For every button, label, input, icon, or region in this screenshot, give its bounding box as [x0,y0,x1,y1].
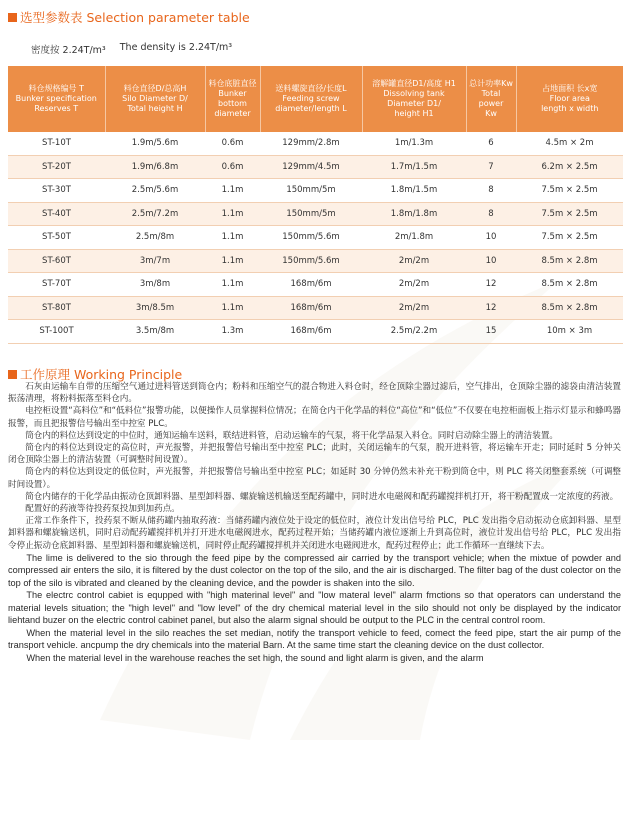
table-row [8,320,623,344]
cell-silo-dh: 3.5m/8m [105,320,205,344]
cell-silo-dh: 2.5m/7.2m [105,202,205,226]
cell-screw: 150mm/5m [260,202,362,226]
cell-bottom-diameter: 0.6m [205,155,260,179]
header-total-power: 总计功率Kw Total power Kw [466,66,516,132]
cell-screw: 150mm/5.6m [260,249,362,273]
header-dissolving-tank: 溶解罐直径D1/高度 H1 Dissolving tank Diameter D1/ height H1 [362,66,466,132]
cell-spec: ST-70T [8,273,105,297]
density-note [31,42,232,56]
cell-silo-dh: 3m/8m [105,273,205,297]
cell-floor-area: 8.5m × 2.8m [516,296,623,320]
paragraph-cn: 筒仓内的料位达到设定的低位时，声光报警，并把报警信号输出至中控室 PLC；如延时 30 分钟仍然未补充干粉到筒仓中，则 PLC 将关闭整套系统（可调整时间设置）。 [8,467,621,490]
cell-spec: ST-80T [8,296,105,320]
paragraph-en: The lime is delivered to the sio through the feed pipe by the compressed air carried by the transport vehicle; when the mixtue of powder and compressed air enters the silo, it is filtered by the dust colector on the top of the silo, and the air is discharged. The filter bag of the dust colector on the top of the silo is vibrated and cleaned by the cleaning device, and the powder is shaken into the silo. [8,552,621,588]
cell-screw: 168m/6m [260,296,362,320]
cell-spec: ST-10T [8,132,105,155]
table-row [8,273,623,297]
cell-spec: ST-30T [8,179,105,203]
cell-bottom-diameter: 1.1m [205,179,260,203]
cell-bottom-diameter: 0.6m [205,132,260,155]
header-feeding-screw: 送料螺旋直径/长度L Feeding screw diameter/length L [260,66,362,132]
cell-power: 10 [466,249,516,273]
cell-spec: ST-20T [8,155,105,179]
paragraph-en: When the material level in the silo reaches the set median, notify the transport vehicle to feed, comect the feed pipe, start the air pump of the transport vehicle. ancpump the dry chemicals into the material Barn. At the same time start the cleaning device on the dust collector. [8,627,621,651]
density-en: The density is 2.24T/m³ [119,42,233,53]
paragraph-cn: 筒仓内的料位达到设定的中位时，通知运输车送料，联结进料管，启动运输车的气泵，将干化学品泵入料仓。同时启动除尘器上的清洁装置。 [25,430,559,441]
cell-floor-area: 7.5m × 2.5m [516,179,623,203]
cell-bottom-diameter: 1.1m [205,249,260,273]
cell-power: 15 [466,320,516,344]
cell-silo-dh: 2.5m/8m [105,226,205,250]
table-row [8,226,623,250]
header-silo-diameter: 料仓直径D/总高H Silo Diameter D/ Total height H [105,66,205,132]
cell-silo-dh: 1.9m/5.6m [105,132,205,155]
cell-bottom-diameter: 1.1m [205,226,260,250]
working-principle-text [8,381,621,664]
cell-tank: 2m/2m [362,273,466,297]
title-square-icon [8,13,17,22]
cell-spec: ST-50T [8,226,105,250]
paragraph-cn: 电控柜设置“高料位”和“低料位”报警功能，以便操作人员掌握料位情况；在简仓内干化学品的料位“高位”和“低位”不仅要在电控柜面板上指示灯显示和蜂鸣器报警，而且把报警信号输出至中控室 PLC。 [8,406,621,429]
cell-bottom-diameter: 1.1m [205,273,260,297]
paragraph-en: When the material level in the warehouse reaches the set high, the sound and light alarm is given, and the alarm [26,652,484,663]
cell-floor-area: 4.5m × 2m [516,132,623,155]
cell-silo-dh: 1.9m/6.8m [105,155,205,179]
cell-power: 12 [466,296,516,320]
cell-power: 6 [466,132,516,155]
header-bottom-diameter: 料仓底脏直径 Bunker bottom diameter [205,66,260,132]
selection-section-title [8,8,250,26]
cell-tank: 2m/2m [362,296,466,320]
cell-spec: ST-60T [8,249,105,273]
table-row [8,179,623,203]
cell-silo-dh: 2.5m/5.6m [105,179,205,203]
cell-bottom-diameter: 1.1m [205,296,260,320]
cell-floor-area: 6.2m × 2.5m [516,155,623,179]
cell-screw: 129mm/4.5m [260,155,362,179]
table-row [8,202,623,226]
cell-bottom-diameter: 1.1m [205,202,260,226]
header-floor-area: 占地面积 长x宽 Floor area length x width [516,66,623,132]
cell-tank: 1.7m/1.5m [362,155,466,179]
cell-tank: 2m/1.8m [362,226,466,250]
table-row [8,155,623,179]
cell-tank: 1m/1.3m [362,132,466,155]
cell-floor-area: 10m × 3m [516,320,623,344]
cell-screw: 168m/6m [260,273,362,297]
table-row [8,132,623,155]
cell-screw: 168m/6m [260,320,362,344]
paragraph-cn: 配置好的药液等待投药泵投加到加药点。 [25,504,180,515]
cell-silo-dh: 3m/8.5m [105,296,205,320]
cell-screw: 129mm/2.8m [260,132,362,155]
cell-tank: 1.8m/1.8m [362,202,466,226]
cell-spec: ST-100T [8,320,105,344]
cell-power: 8 [466,179,516,203]
cell-floor-area: 7.5m × 2.5m [516,202,623,226]
working-title-text: 工作原理 Working Principle [20,367,183,382]
table-row [8,249,623,273]
paragraph-cn: 正常工作条件下，投药泵不断从储药罐内抽取药液：当储药罐内液位处于设定的低位时，液位计发出信号给 PLC，PLC 发出指令启动振动仓底卸料器、星型卸料器和螺旋输送机，同时启动配药罐搅拌机并打开进水电磁阀进水，配药过程开始；当储药罐内液位逐渐上升到高位时，液位计发出信号给 PLC，PLC 发出指令停止振动仓底卸料器、星型卸料器和螺旋输送机，同时停止配药罐搅拌机并关闭进水电磁阀进水，配药过程停止；此工作循环一直继续下去。 [8,516,621,551]
paragraph-cn: 石灰由运输车自带的压缩空气通过进料管送到筒仓内；粉料和压缩空气的混合物进入料仓时，经仓顶除尘器过滤后，空气排出，仓顶除尘器的滤袋由清洁装置振荡清理，将粉料振落至料仓内。 [8,382,621,405]
paragraph-en: The electrc control cabiet is equpped with "high materinal level" and "low materal level" alarm fmctions so that operators can understand the material levels situation; the "high level" and "low level" of the dry chemical material level in the silo should not only be displayed by the indicator liehtand buzer on the electric control cabinet panel, but also the alarm signal should be output to the PLC in the central control room. [8,590,621,626]
cell-floor-area: 7.5m × 2.5m [516,226,623,250]
cell-tank: 2m/2m [362,249,466,273]
cell-floor-area: 8.5m × 2.8m [516,273,623,297]
selection-title-text: 选型参数表 Selection parameter table [20,10,250,25]
cell-floor-area: 8.5m × 2.8m [516,249,623,273]
cell-spec: ST-40T [8,202,105,226]
cell-power: 8 [466,202,516,226]
table-body [8,132,623,343]
cell-screw: 150mm/5m [260,179,362,203]
title-square-icon [8,370,17,379]
cell-power: 12 [466,273,516,297]
cell-silo-dh: 3m/7m [105,249,205,273]
table-row [8,296,623,320]
cell-tank: 2.5m/2.2m [362,320,466,344]
cell-power: 7 [466,155,516,179]
selection-parameter-table [8,66,623,344]
cell-screw: 150mm/5.6m [260,226,362,250]
paragraph-cn: 简仓内储存的干化学品由振动仓顶卸料器、星型卸料器、螺旋输送机输送至配药罐中，同时进水电磁阀和配药罐搅拌机打开，将干粉配置成一定浓度的药液。 [25,491,619,502]
density-cn: 密度按 2.24T/m³ [31,45,106,56]
cell-power: 10 [466,226,516,250]
table-header-row [8,66,623,132]
header-bunker-spec: 料仓规格编号 T Bunker specification Reserves T [8,66,105,132]
cell-bottom-diameter: 1.3m [205,320,260,344]
cell-tank: 1.8m/1.5m [362,179,466,203]
paragraph-cn: 简仓内的料位达到设定的高位时，声光报警，并把报警信号输出至中控室 PLC；此时，关闭运输车的气泵，脱开进料管，将运输车开走；同时延时 5 分钟关闭仓顶除尘器上的清洁装置（可调整时间设置）。 [8,443,621,466]
